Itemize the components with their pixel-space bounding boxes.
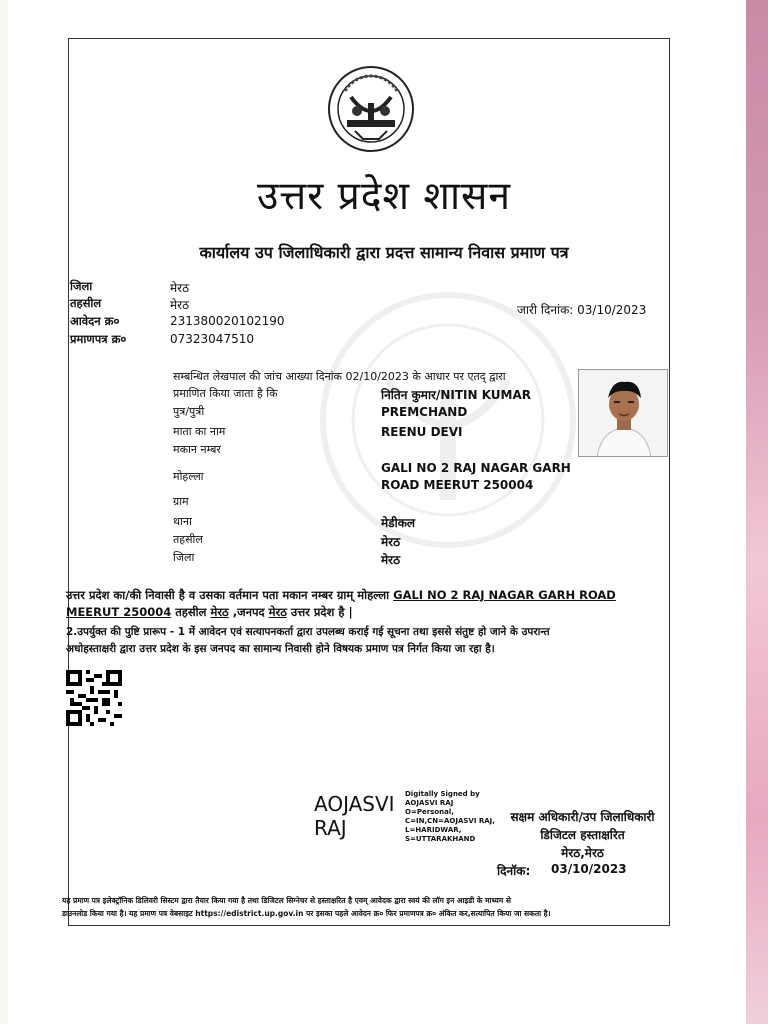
digital-line: O=Personal, xyxy=(405,808,454,816)
qr-code-icon xyxy=(66,670,122,726)
digital-line: S=UTTARAKHAND xyxy=(405,835,476,843)
signer-line-1: AOJASVI xyxy=(314,792,395,816)
person-photo-icon xyxy=(579,370,668,457)
residence-tehsil: मेरठ xyxy=(210,605,229,619)
digital-line: AOJASVI RAJ xyxy=(405,799,454,807)
residence-address-a: GALI NO 2 RAJ NAGAR GARH ROAD xyxy=(393,588,616,602)
meta-tehsil-value: मेरठ xyxy=(170,298,190,312)
thana-value: मेडीकल xyxy=(381,516,416,530)
meta-certificate-label: प्रमाणपत्र क्र० xyxy=(70,332,127,346)
digital-line: L=HARIDWAR, xyxy=(405,826,462,834)
certificate-subtitle: कार्यालय उप जिलाधिकारी द्वारा प्रदत्त सामान्य निवास प्रमाण पत्र xyxy=(199,243,569,262)
mother-label: माता का नाम xyxy=(173,425,226,438)
residence-janpad: मेरठ xyxy=(268,605,287,619)
digital-line: C=IN,CN=AOJASVI RAJ, xyxy=(405,817,495,825)
certificate-title: उत्तर प्रदेश शासन xyxy=(256,174,512,219)
details-tehsil-label: तहसील xyxy=(173,533,203,546)
application-number: 231380020102190 xyxy=(170,314,285,328)
applicant-photo xyxy=(578,369,668,457)
verification-statement xyxy=(66,624,666,658)
footer-line-2: डाउनलोड किया गया है। यह प्रमाण पत्र वेबसाइट https://edistrict.up.gov.in पर इसका पहले आवेदन क्र० फिर प्रमाणपत्र क्र० अंकित कर,सत्यापित किया जा सकता है। xyxy=(62,909,551,918)
authority-block xyxy=(500,808,665,862)
village-label: ग्राम xyxy=(173,495,189,508)
signer-line-2: RAJ xyxy=(314,816,347,840)
meta-tehsil-label: तहसील xyxy=(70,296,102,310)
background-strip xyxy=(746,0,768,1024)
up-govt-emblem-icon xyxy=(327,65,415,153)
verification-line-1: 2.उपर्युक्त की पुष्टि प्रारूप - 1 में आवेदन एवं सत्यापनकर्ता द्वारा उपलब्ध कराई गई सूचना तथा इससे संतुष्ट हो जाने के उपरान्त xyxy=(66,626,550,638)
residence-text-a: उत्तर प्रदेश का/की निवासी है व उसका वर्तमान पता मकान नम्बर ग्राम् मोहल्ला xyxy=(66,588,394,602)
mohalla-line-2: ROAD MEERUT 250004 xyxy=(381,478,534,492)
intro-line-1: सम्बन्धित लेखपाल की जांच आख्या दिनांक 02/10/2023 के आधार पर एतद् द्वारा xyxy=(173,370,506,383)
signer-name xyxy=(314,792,395,840)
son-daughter-label: पुत्र/पुत्री xyxy=(173,405,205,418)
authority-line-3: मेरठ,मेरठ xyxy=(561,846,604,860)
details-district-value: मेरठ xyxy=(381,553,401,567)
house-number-label: मकान नम्बर xyxy=(173,443,221,456)
details-tehsil-value: मेरठ xyxy=(381,535,401,549)
footer-line-1: यह प्रमाण पत्र इलेक्ट्रॉनिक डिलिवरी सिस्टम द्वारा तैयार किया गया है तथा डिजिटल सिग्नेचर से हस्ताक्षरित है एवम् आवेदक द्वारा स्वयं की लॉग इन आइडी के माध्यम से xyxy=(62,896,511,905)
thana-label: थाना xyxy=(173,515,192,528)
signature-date-label: दिनॉक: xyxy=(497,864,531,878)
father-name: PREMCHAND xyxy=(381,405,468,419)
residence-address-b: MEERUT 250004 xyxy=(66,605,172,619)
mother-name: REENU DEVI xyxy=(381,425,463,439)
digital-line: Digitally Signed by xyxy=(405,790,480,798)
issue-date: जारी दिनांक: 03/10/2023 xyxy=(517,303,647,317)
mohalla-label: मोहल्ला xyxy=(173,470,204,483)
residence-statement xyxy=(66,587,656,621)
authority-line-2: डिजिटल हस्ताक्षरित xyxy=(540,828,625,842)
meta-district-value: मेरठ xyxy=(170,281,190,295)
certificate-number: 07323047510 xyxy=(170,332,254,346)
residence-text-c: ,जनपद xyxy=(228,605,269,619)
mohalla-line-1: GALI NO 2 RAJ NAGAR GARH xyxy=(381,461,571,475)
meta-district-label: जिला xyxy=(70,279,93,293)
verification-line-2: अधोहस्ताक्षरी द्वारा उत्तर प्रदेश के इस जनपद का सामान्य निवासी होने विषयक प्रमाण पत्र निर्गत किया जा रहा है। xyxy=(66,643,495,655)
meta-application-label: आवेदन क्र० xyxy=(70,314,120,328)
authority-line-1: सक्षम अधिकारी/उप जिलाधिकारी xyxy=(510,810,655,824)
residence-text-d: उत्तर प्रदेश है | xyxy=(286,605,353,619)
residence-text-b: तहसील xyxy=(171,605,211,619)
details-district-label: जिला xyxy=(173,551,195,564)
digital-signature-details xyxy=(405,790,495,844)
applicant-name: नितिन कुमार/NITIN KUMAR xyxy=(381,388,532,402)
footer-note xyxy=(62,894,668,920)
intro-line-2: प्रमाणित किया जाता है कि xyxy=(173,387,278,400)
signature-date-value: 03/10/2023 xyxy=(551,862,627,876)
